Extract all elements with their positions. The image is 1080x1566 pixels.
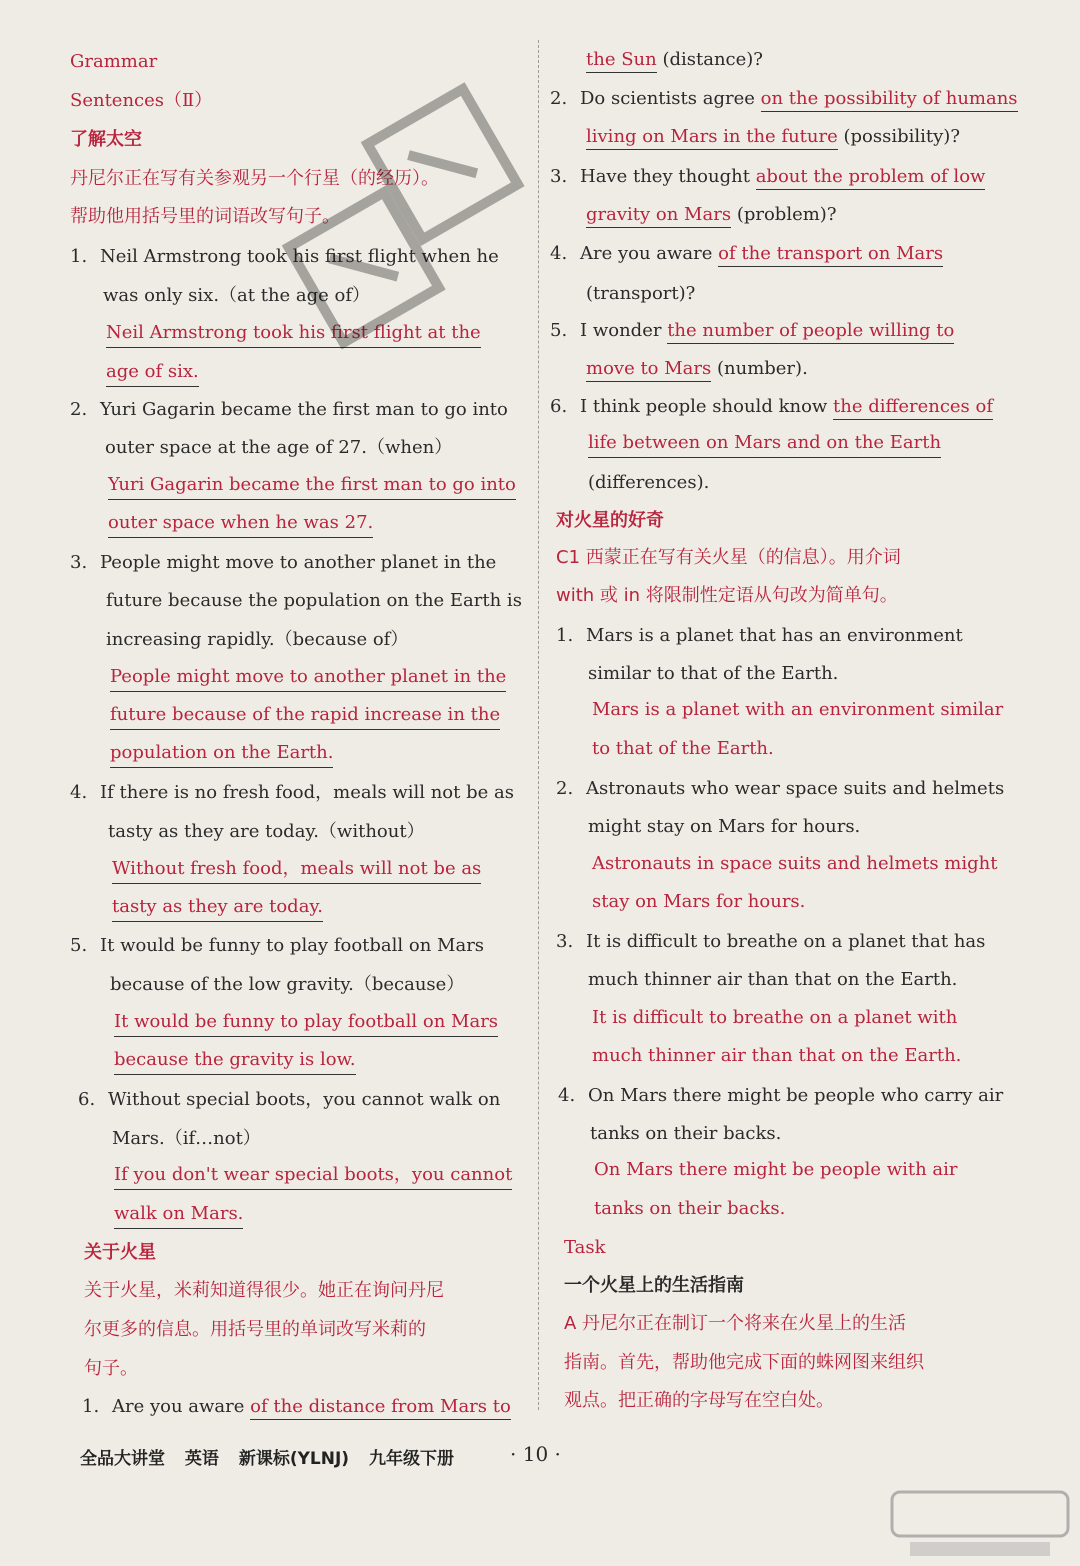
answer-c3-cont: much thinner air than that on the Earth.	[592, 1045, 962, 1066]
question-1-cont: was only six.（at the age of）	[103, 285, 371, 306]
question-2-cont: outer space at the age of 27.（when）	[105, 437, 453, 458]
answer-3-cont: population on the Earth.	[110, 741, 333, 768]
question-5: 5. It would be funny to play football on Mars	[70, 935, 485, 956]
question-b3-cont: gravity on Mars (problem)?	[586, 203, 836, 227]
question-1: 1. Neil Armstrong took his first flight when he	[70, 246, 499, 267]
answer-b6-cont: life between on Mars and on the Earth	[588, 431, 941, 458]
answer-c2: Astronauts in space suits and helmets might	[592, 853, 998, 874]
answer-c3: It is difficult to breathe on a planet with	[592, 1007, 958, 1028]
footer-subject: 英语	[184, 1449, 219, 1469]
site-watermark-icon	[890, 1490, 1070, 1560]
answer-c4-cont: tanks on their backs.	[594, 1198, 786, 1219]
question-b5-cont: move to Mars (number).	[586, 357, 808, 381]
sentences-heading: Sentences（Ⅱ）	[70, 90, 213, 111]
answer-1-cont: age of six.	[106, 360, 199, 387]
question-b4: 4. Are you aware of the transport on Mars	[550, 242, 943, 266]
answer-4: Without fresh food，meals will not be as	[112, 857, 481, 884]
answer-2: Yuri Gagarin became the first man to go into	[108, 473, 516, 500]
question-c1-cont: similar to that of the Earth.	[588, 663, 839, 684]
question-c3: 3. It is difficult to breathe on a planet that has	[556, 931, 986, 952]
question-b5: 5. I wonder the number of people willing to	[550, 319, 954, 343]
page-number: · 10 ·	[510, 1442, 561, 1466]
answer-b1: of the distance from Mars to	[250, 1396, 511, 1420]
answer-c1-cont: to that of the Earth.	[592, 738, 774, 759]
instruction-line: 观点。把正确的字母写在空白处。	[564, 1390, 834, 1411]
instruction-line: 丹尼尔正在写有关参观另一个行星（的经历）。	[70, 168, 439, 189]
question-c4: 4. On Mars there might be people who carry air	[558, 1085, 1004, 1106]
task-heading: Task	[564, 1237, 606, 1258]
answer-2-cont: outer space when he was 27.	[108, 511, 373, 538]
page-footer	[80, 1444, 468, 1469]
question-b6: 6. I think people should know the differences of	[550, 395, 993, 419]
question-b4-cont: (transport)?	[586, 283, 696, 304]
answer-6-cont: walk on Mars.	[114, 1202, 243, 1229]
instruction-line: 句子。	[84, 1358, 138, 1379]
answer-3-cont: future because of the rapid increase in the	[110, 703, 500, 730]
question-5-cont: because of the low gravity.（because）	[110, 974, 465, 995]
footer-grade: 九年级下册	[369, 1449, 454, 1469]
question-4-cont: tasty as they are today.（without）	[108, 821, 425, 842]
answer-4-cont: tasty as they are today.	[112, 895, 323, 922]
footer-edition: 新课标(YLNJ)	[238, 1449, 350, 1469]
question-c2: 2. Astronauts who wear space suits and helmets	[556, 778, 1005, 799]
instruction-line: A 丹尼尔正在制订一个将来在火星上的生活	[564, 1313, 907, 1334]
question-b1-cont: the Sun (distance)?	[586, 48, 763, 72]
answer-3: People might move to another planet in the	[110, 665, 506, 692]
instruction-line: 关于火星，米莉知道得很少。她正在询问丹尼	[84, 1280, 444, 1301]
instruction-line: 尔更多的信息。用括号里的单词改写米莉的	[84, 1319, 426, 1340]
question-b6-cont: (differences).	[588, 472, 710, 493]
section-title-mars: 关于火星	[84, 1242, 156, 1263]
answer-c4: On Mars there might be people with air	[594, 1159, 958, 1180]
question-b3: 3. Have they thought about the problem of low	[550, 165, 985, 189]
answer-c2-cont: stay on Mars for hours.	[592, 891, 806, 912]
question-c4-cont: tanks on their backs.	[590, 1123, 782, 1144]
question-4: 4. If there is no fresh food，meals will not be as	[70, 782, 514, 803]
answer-c1: Mars is a planet with an environment similar	[592, 699, 1004, 720]
question-3: 3. People might move to another planet in the	[70, 552, 497, 573]
answer-5: It would be funny to play football on Mars	[114, 1010, 498, 1037]
instruction-line: 帮助他用括号里的词语改写句子。	[70, 206, 340, 227]
answer-1: Neil Armstrong took his first flight at the	[106, 321, 481, 348]
grammar-heading: Grammar	[70, 51, 158, 72]
question-2: 2. Yuri Gagarin became the first man to go into	[70, 399, 508, 420]
instruction-line: 指南。首先，帮助他完成下面的蛛网图来组织	[564, 1352, 924, 1373]
column-divider	[538, 40, 539, 1410]
instruction-line: C1 西蒙正在写有关火星（的信息）。用介词	[556, 547, 901, 568]
question-3-cont: future because the population on the Earth is	[106, 590, 522, 611]
section-title-guide: 一个火星上的生活指南	[564, 1275, 744, 1296]
question-b2-cont: living on Mars in the future (possibility)?	[586, 125, 960, 149]
stamp-watermark-icon	[270, 70, 570, 400]
instruction-line: with 或 in 将限制性定语从句改为简单句。	[556, 585, 898, 606]
question-b1: 1. Are you aware of the distance from Mars to	[82, 1395, 511, 1419]
question-6-cont: Mars.（if…not）	[112, 1128, 261, 1149]
question-c2-cont: might stay on Mars for hours.	[588, 816, 861, 837]
section-title-space: 了解太空	[70, 129, 142, 150]
answer-5-cont: because the gravity is low.	[114, 1048, 356, 1075]
question-c3-cont: much thinner air than that on the Earth.	[588, 969, 958, 990]
question-3-cont: increasing rapidly.（because of）	[106, 629, 409, 650]
question-b2: 2. Do scientists agree on the possibility of humans	[550, 87, 1018, 111]
answer-6: If you don't wear special boots，you cannot	[114, 1163, 512, 1190]
section-title-curiosity: 对火星的好奇	[556, 510, 664, 531]
question-c1: 1. Mars is a planet that has an environment	[556, 625, 963, 646]
question-6: 6. Without special boots，you cannot walk on	[78, 1089, 501, 1110]
footer-brand: 全品大讲堂	[80, 1449, 165, 1469]
